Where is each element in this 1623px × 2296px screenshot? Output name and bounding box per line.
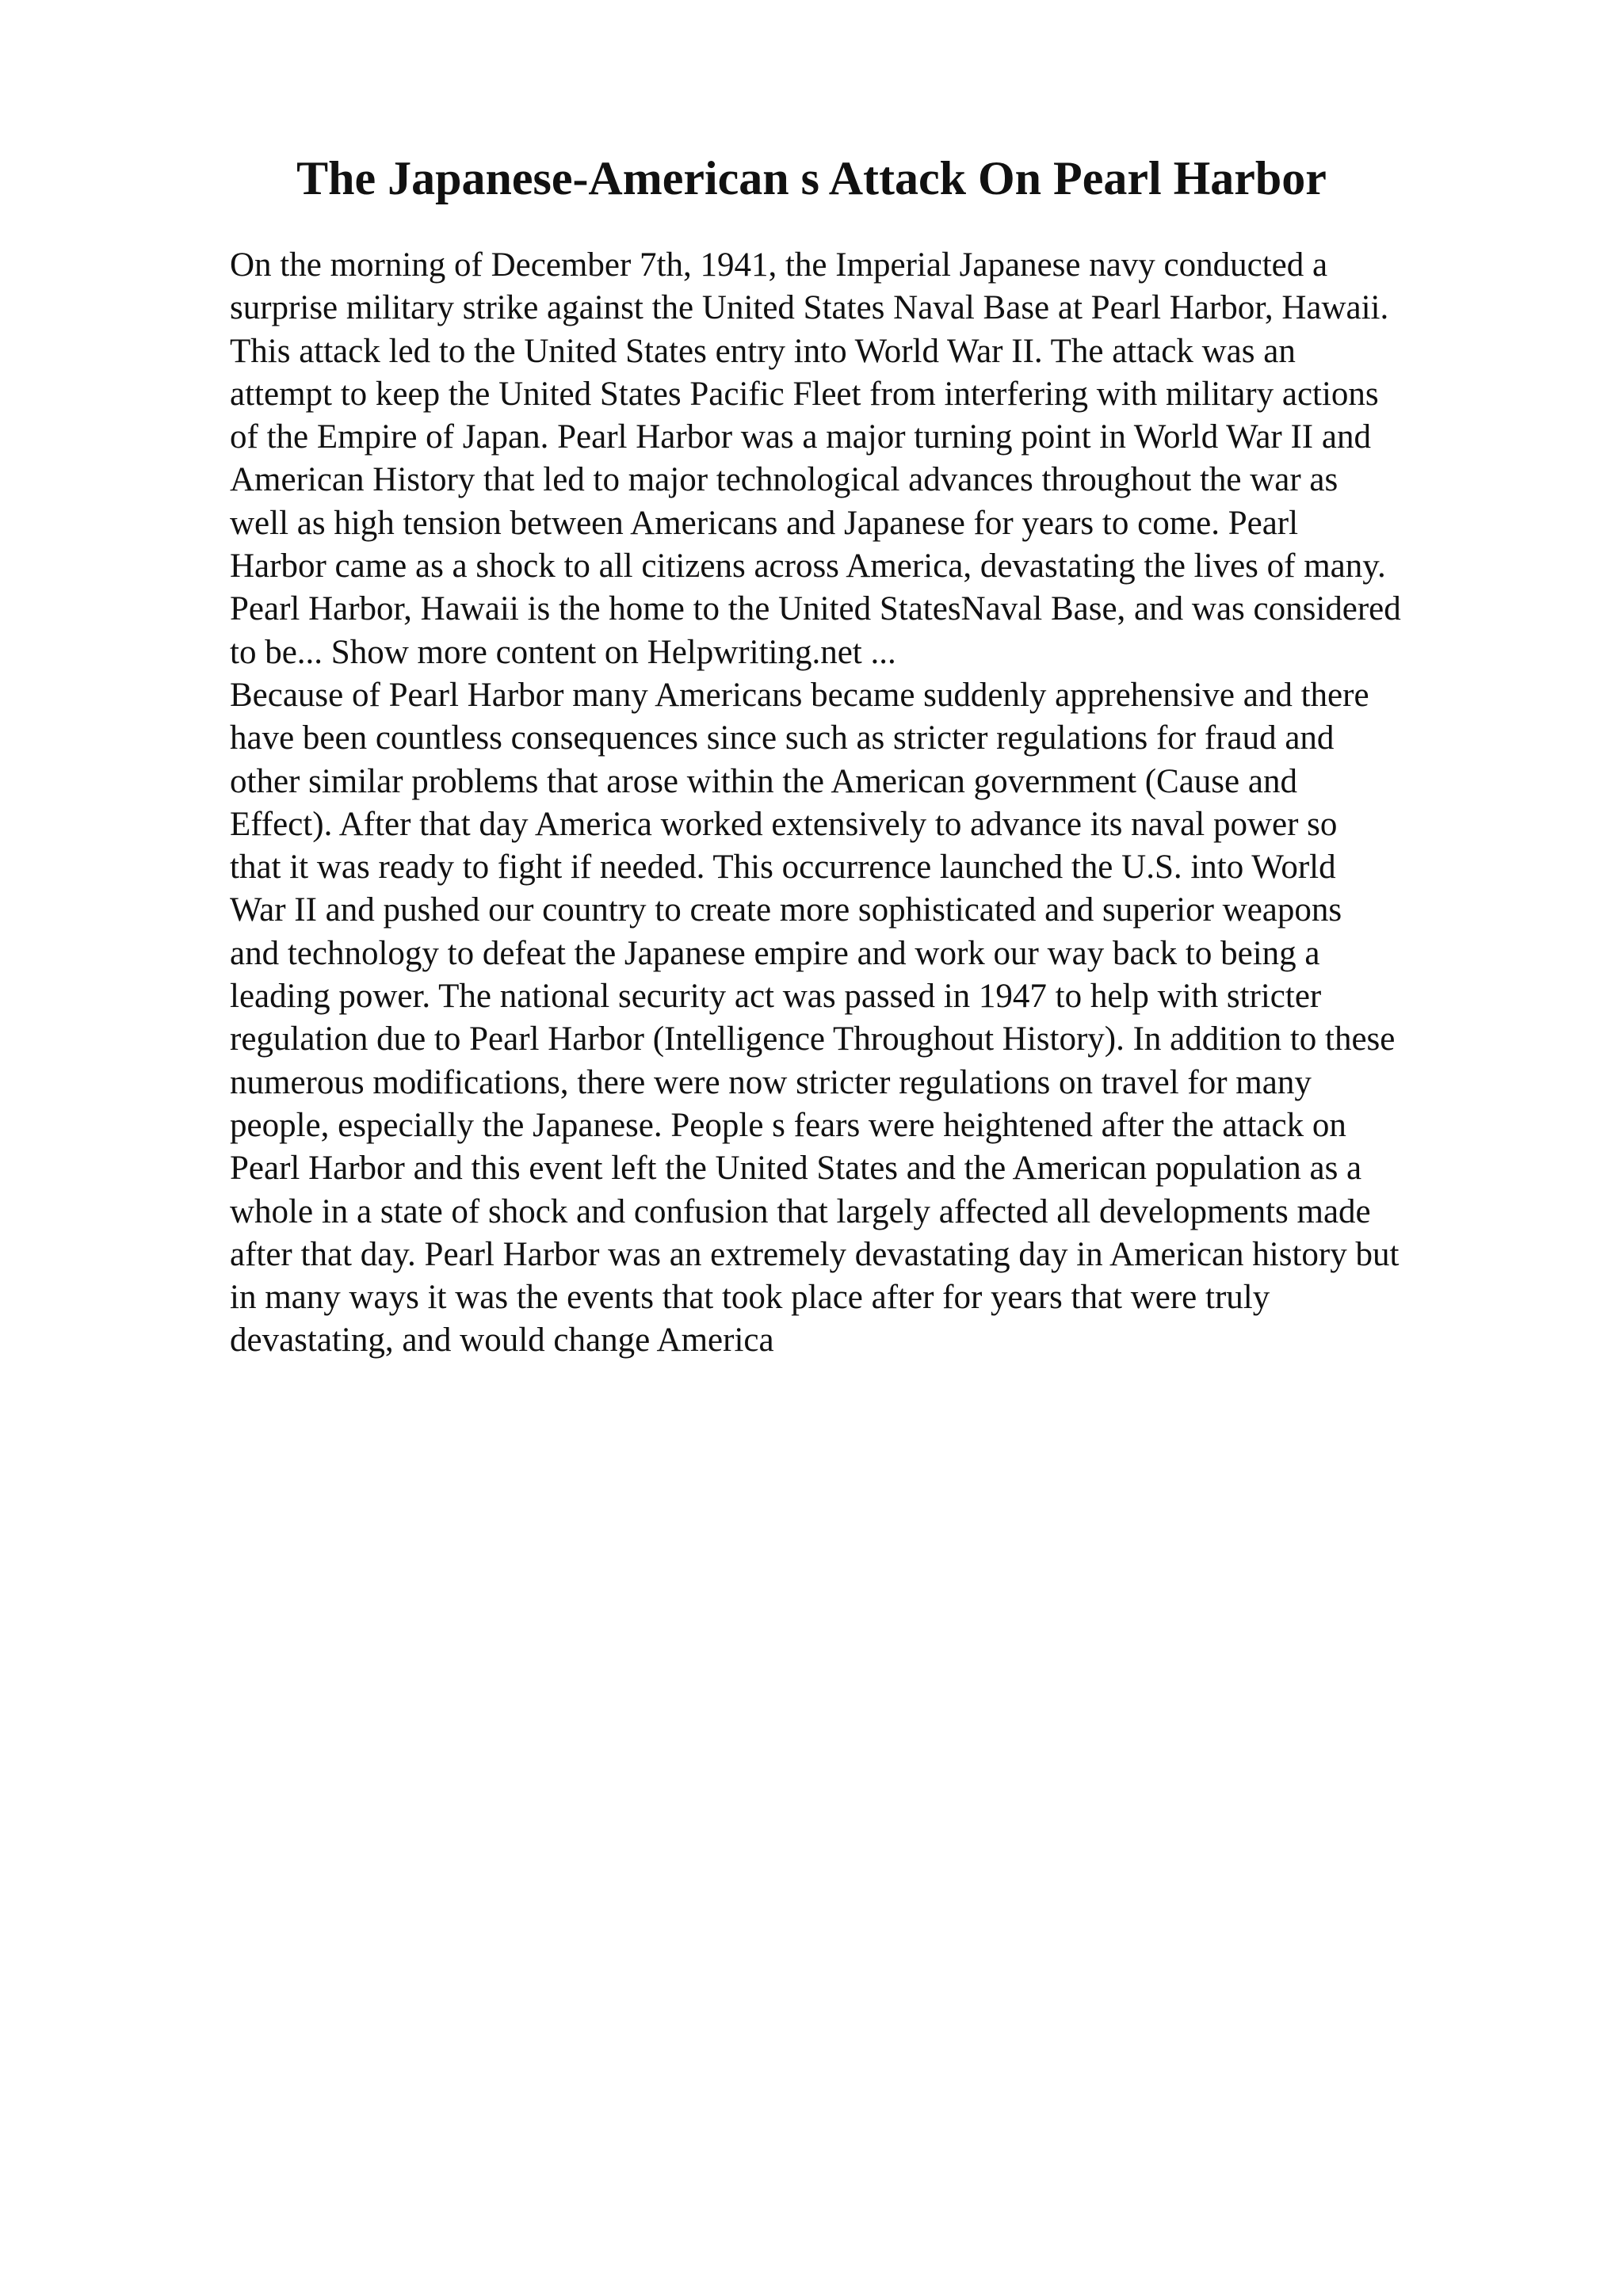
text-line: whole in a state of shock and confusion that largely affected all developments made [230,1192,1371,1230]
text-line: of the Empire of Japan. Pearl Harbor was a major turning point in World War II and [230,418,1371,456]
text-line: leading power. The national security act was passed in 1947 to help with stricter [230,978,1322,1016]
text-line: people, especially the Japanese. People s fears were heightened after the attack on [230,1106,1346,1144]
text-line: numerous modifications, there were now stricter regulations on travel for many [230,1063,1312,1101]
text-line: Pearl Harbor, Hawaii is the home to the United StatesNaval Base, and was considered [230,590,1401,628]
text-line: and technology to defeat the Japanese empire and work our way back to being a [230,934,1320,972]
text-line: surprise military strike against the United States Naval Base at Pearl Harbor, Hawaii. [230,289,1389,327]
document-title: The Japanese-American s Attack On Pearl Harbor [296,152,1327,204]
text-line: other similar problems that arose within the American government (Cause and [230,762,1297,800]
text-line: Pearl Harbor and this event left the United States and the American population as a [230,1150,1362,1188]
text-line: after that day. Pearl Harbor was an extremely devastating day in American history but [230,1235,1400,1273]
text-line: attempt to keep the United States Pacific Fleet from interfering with military actions [230,375,1379,413]
paragraph-1 [230,244,1529,674]
text-line: Harbor came as a shock to all citizens across America, devastating the lives of many. [230,547,1386,585]
text-line: Because of Pearl Harbor many Americans became suddenly apprehensive and there [230,676,1369,714]
text-line: War II and pushed our country to create more sophisticated and superior weapons [230,891,1342,929]
text-line: well as high tension between Americans and Japanese for years to come. Pearl [230,504,1299,542]
text-line: American History that led to major technological advances throughout the war as [230,461,1338,499]
document-body [230,244,1529,1363]
text-line: in many ways it was the events that took place after for years that were truly [230,1279,1270,1317]
text-line: to be... Show more content on Helpwriting.net ... [230,633,896,671]
text-line: regulation due to Pearl Harbor (Intelligence Throughout History). In addition to these [230,1020,1396,1058]
text-line: Effect). After that day America worked extensively to advance its naval power so [230,805,1338,843]
paragraph-2 [230,674,1529,1363]
text-line: have been countless consequences since such as stricter regulations for fraud and [230,719,1335,757]
text-line: This attack led to the United States entry into World War II. The attack was an [230,332,1296,370]
text-line: devastating, and would change America [230,1322,774,1360]
text-line: that it was ready to fight if needed. This occurrence launched the U.S. into World [230,849,1336,887]
text-line: On the morning of December 7th, 1941, the Imperial Japanese navy conducted a [230,246,1328,284]
